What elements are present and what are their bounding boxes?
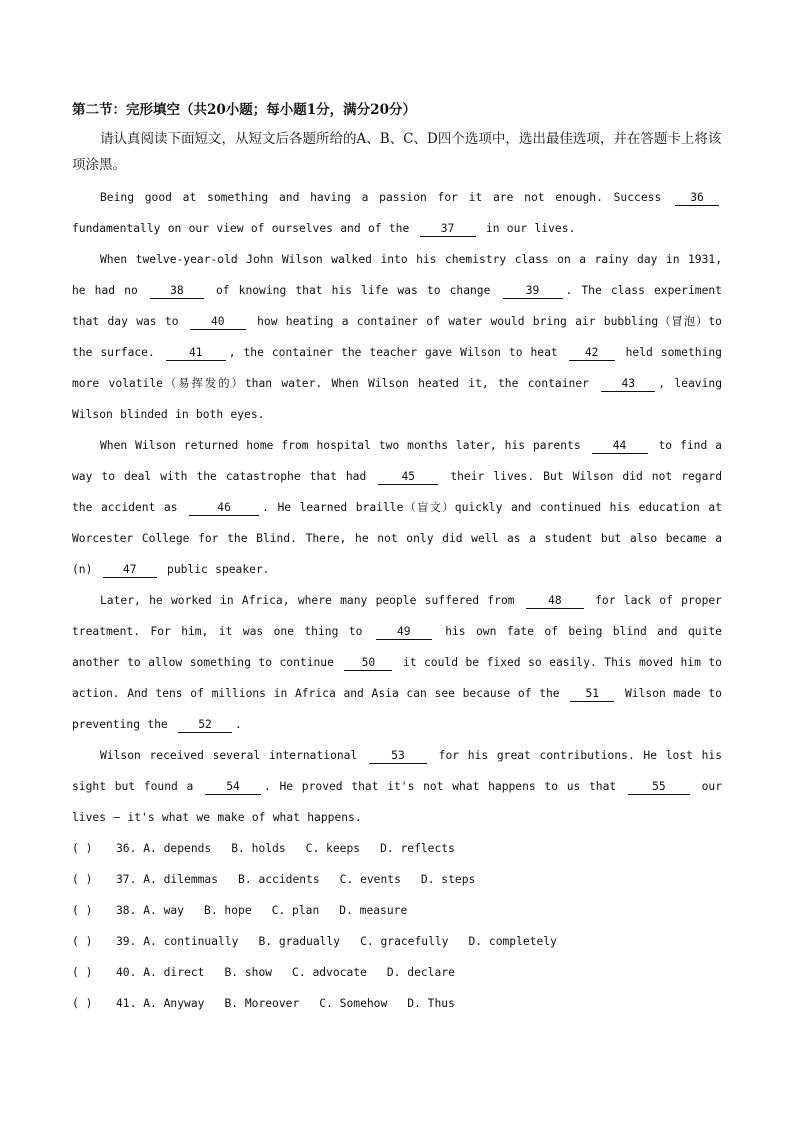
option-b: B. holds [231,842,286,855]
text-segment: Being good at something and having a passion for it are not enough. Success [100,191,662,204]
option-a: A. direct [143,966,205,979]
option-a: A. continually [143,935,239,948]
text-segment: their lives. But Wilson did not regard the accident as [72,470,723,514]
option-c: C. Somehow [319,997,388,1010]
text-segment: of knowing that his life was to change [215,284,491,297]
blank-36: 36 [675,191,719,206]
blank-49: 49 [376,625,432,640]
question-number: 39. [116,935,137,948]
blank-42: 42 [569,346,615,361]
option-d: D. completely [468,935,557,948]
blank-47: 47 [103,563,157,578]
question-list [72,833,722,1019]
text-segment: . The class experiment that day was to [72,284,722,328]
text-segment: for lack of proper treatment. For him, it was one thing to [72,594,722,638]
blank-38: 38 [150,284,204,299]
blank-43: 43 [601,377,655,392]
text-segment: Wilson made to preventing the [72,687,722,731]
text-segment: held something more volatile（易挥发的）than water. When Wilson heated it, the container [72,346,722,390]
blank-39: 39 [503,284,563,299]
text-segment: in our lives. [485,222,576,235]
option-d: D. reflects [380,842,455,855]
option-a: A. way [143,904,185,917]
passage-paragraph-5 [72,740,722,833]
question-40 [72,957,722,988]
blank-48: 48 [526,594,584,609]
option-c: C. events [339,873,401,886]
passage-paragraph-2 [72,244,722,430]
section-instructions: 请认真阅读下面短文，从短文后各题所给的A、B、C、D四个选项中，选出最佳选项，并在答题卡上将该项涂黑。 [72,131,722,173]
text-segment: . He proved that it's not what happens to us that [264,780,617,793]
blank-54: 54 [205,780,261,795]
text-segment: Wilson received several international [100,749,358,762]
question-36 [72,833,722,864]
option-d: D. steps [420,873,476,886]
text-segment: , the container the teacher gave Wilson to heat [228,346,558,359]
text-segment: fundamentally on our view of ourselves and of the [72,222,410,235]
blank-45: 45 [378,470,438,485]
answer-paren[interactable]: ( ) [72,842,93,855]
text-segment: to find a way to deal with the catastrophe that had [72,439,722,483]
option-c: C. advocate [292,966,367,979]
blank-51: 51 [570,687,614,702]
blank-41: 41 [166,346,226,361]
blank-44: 44 [592,439,648,454]
text-segment: our lives — it's what we make of what happens. [72,780,723,824]
text-segment: , leaving Wilson blinded in both eyes. [72,377,722,421]
question-number: 40. [116,966,137,979]
text-segment: . [235,718,242,731]
blank-46: 46 [189,501,259,516]
answer-paren[interactable]: ( ) [72,935,93,948]
option-b: B. hope [204,904,252,917]
blank-55: 55 [628,780,690,795]
option-b: B. Moreover [224,997,300,1010]
text-segment: Later, he worked in Africa, where many people suffered from [100,594,515,607]
cloze-section [72,100,722,1019]
option-c: C. plan [271,904,320,917]
option-a: A. dilemmas [143,873,219,886]
option-c: C. keeps [305,842,361,855]
question-number: 37. [116,873,137,886]
option-a: A. depends [143,842,212,855]
option-b: B. gradually [258,935,341,948]
blank-53: 53 [369,749,427,764]
question-number: 41. [116,997,137,1010]
answer-paren[interactable]: ( ) [72,904,93,917]
option-c: C. gracefully [360,935,449,948]
question-number: 38. [116,904,137,917]
option-d: D. measure [339,904,408,917]
answer-paren[interactable]: ( ) [72,966,93,979]
blank-52: 52 [178,718,232,733]
text-segment: how heating a container of water would bring air bubbling（冒泡）to the surface. [72,315,722,359]
question-38 [72,895,722,926]
question-41 [72,988,722,1019]
text-segment: . He learned braille（盲文）quickly and continued his education at Worcester College for the Blind. There, he not only did well as a student but also became a (n) [72,501,722,576]
option-b: B. accidents [238,873,320,886]
option-b: B. show [224,966,273,979]
section-title: 第二节：完形填空（共20小题；每小题1分，满分20分） [72,102,416,118]
blank-50: 50 [344,656,392,671]
question-number: 36. [116,842,137,855]
blank-40: 40 [190,315,246,330]
answer-paren[interactable]: ( ) [72,997,93,1010]
text-segment: When Wilson returned home from hospital two months later, his parents [100,439,581,452]
answer-paren[interactable]: ( ) [72,873,93,886]
text-segment: public speaker. [167,563,270,576]
option-d: D. declare [386,966,455,979]
text-segment: his own fate of being blind and quite another to allow something to continue [72,625,722,669]
passage-paragraph-1 [72,182,722,244]
blank-37: 37 [420,222,476,237]
text-segment: When twelve-year-old John Wilson walked into his chemistry class on a rainy day in 1931, he had no [72,253,722,297]
question-39 [72,926,722,957]
passage-paragraph-3 [72,430,722,585]
text-segment: it could be fixed so easily. This moved him to action. And tens of millions in Africa and Asia can see because of the [72,656,722,700]
passage-paragraph-4 [72,585,722,740]
text-segment: for his great contributions. He lost his sight but found a [72,749,722,793]
question-37 [72,864,722,895]
option-a: A. Anyway [143,997,205,1010]
option-d: D. Thus [407,997,455,1010]
